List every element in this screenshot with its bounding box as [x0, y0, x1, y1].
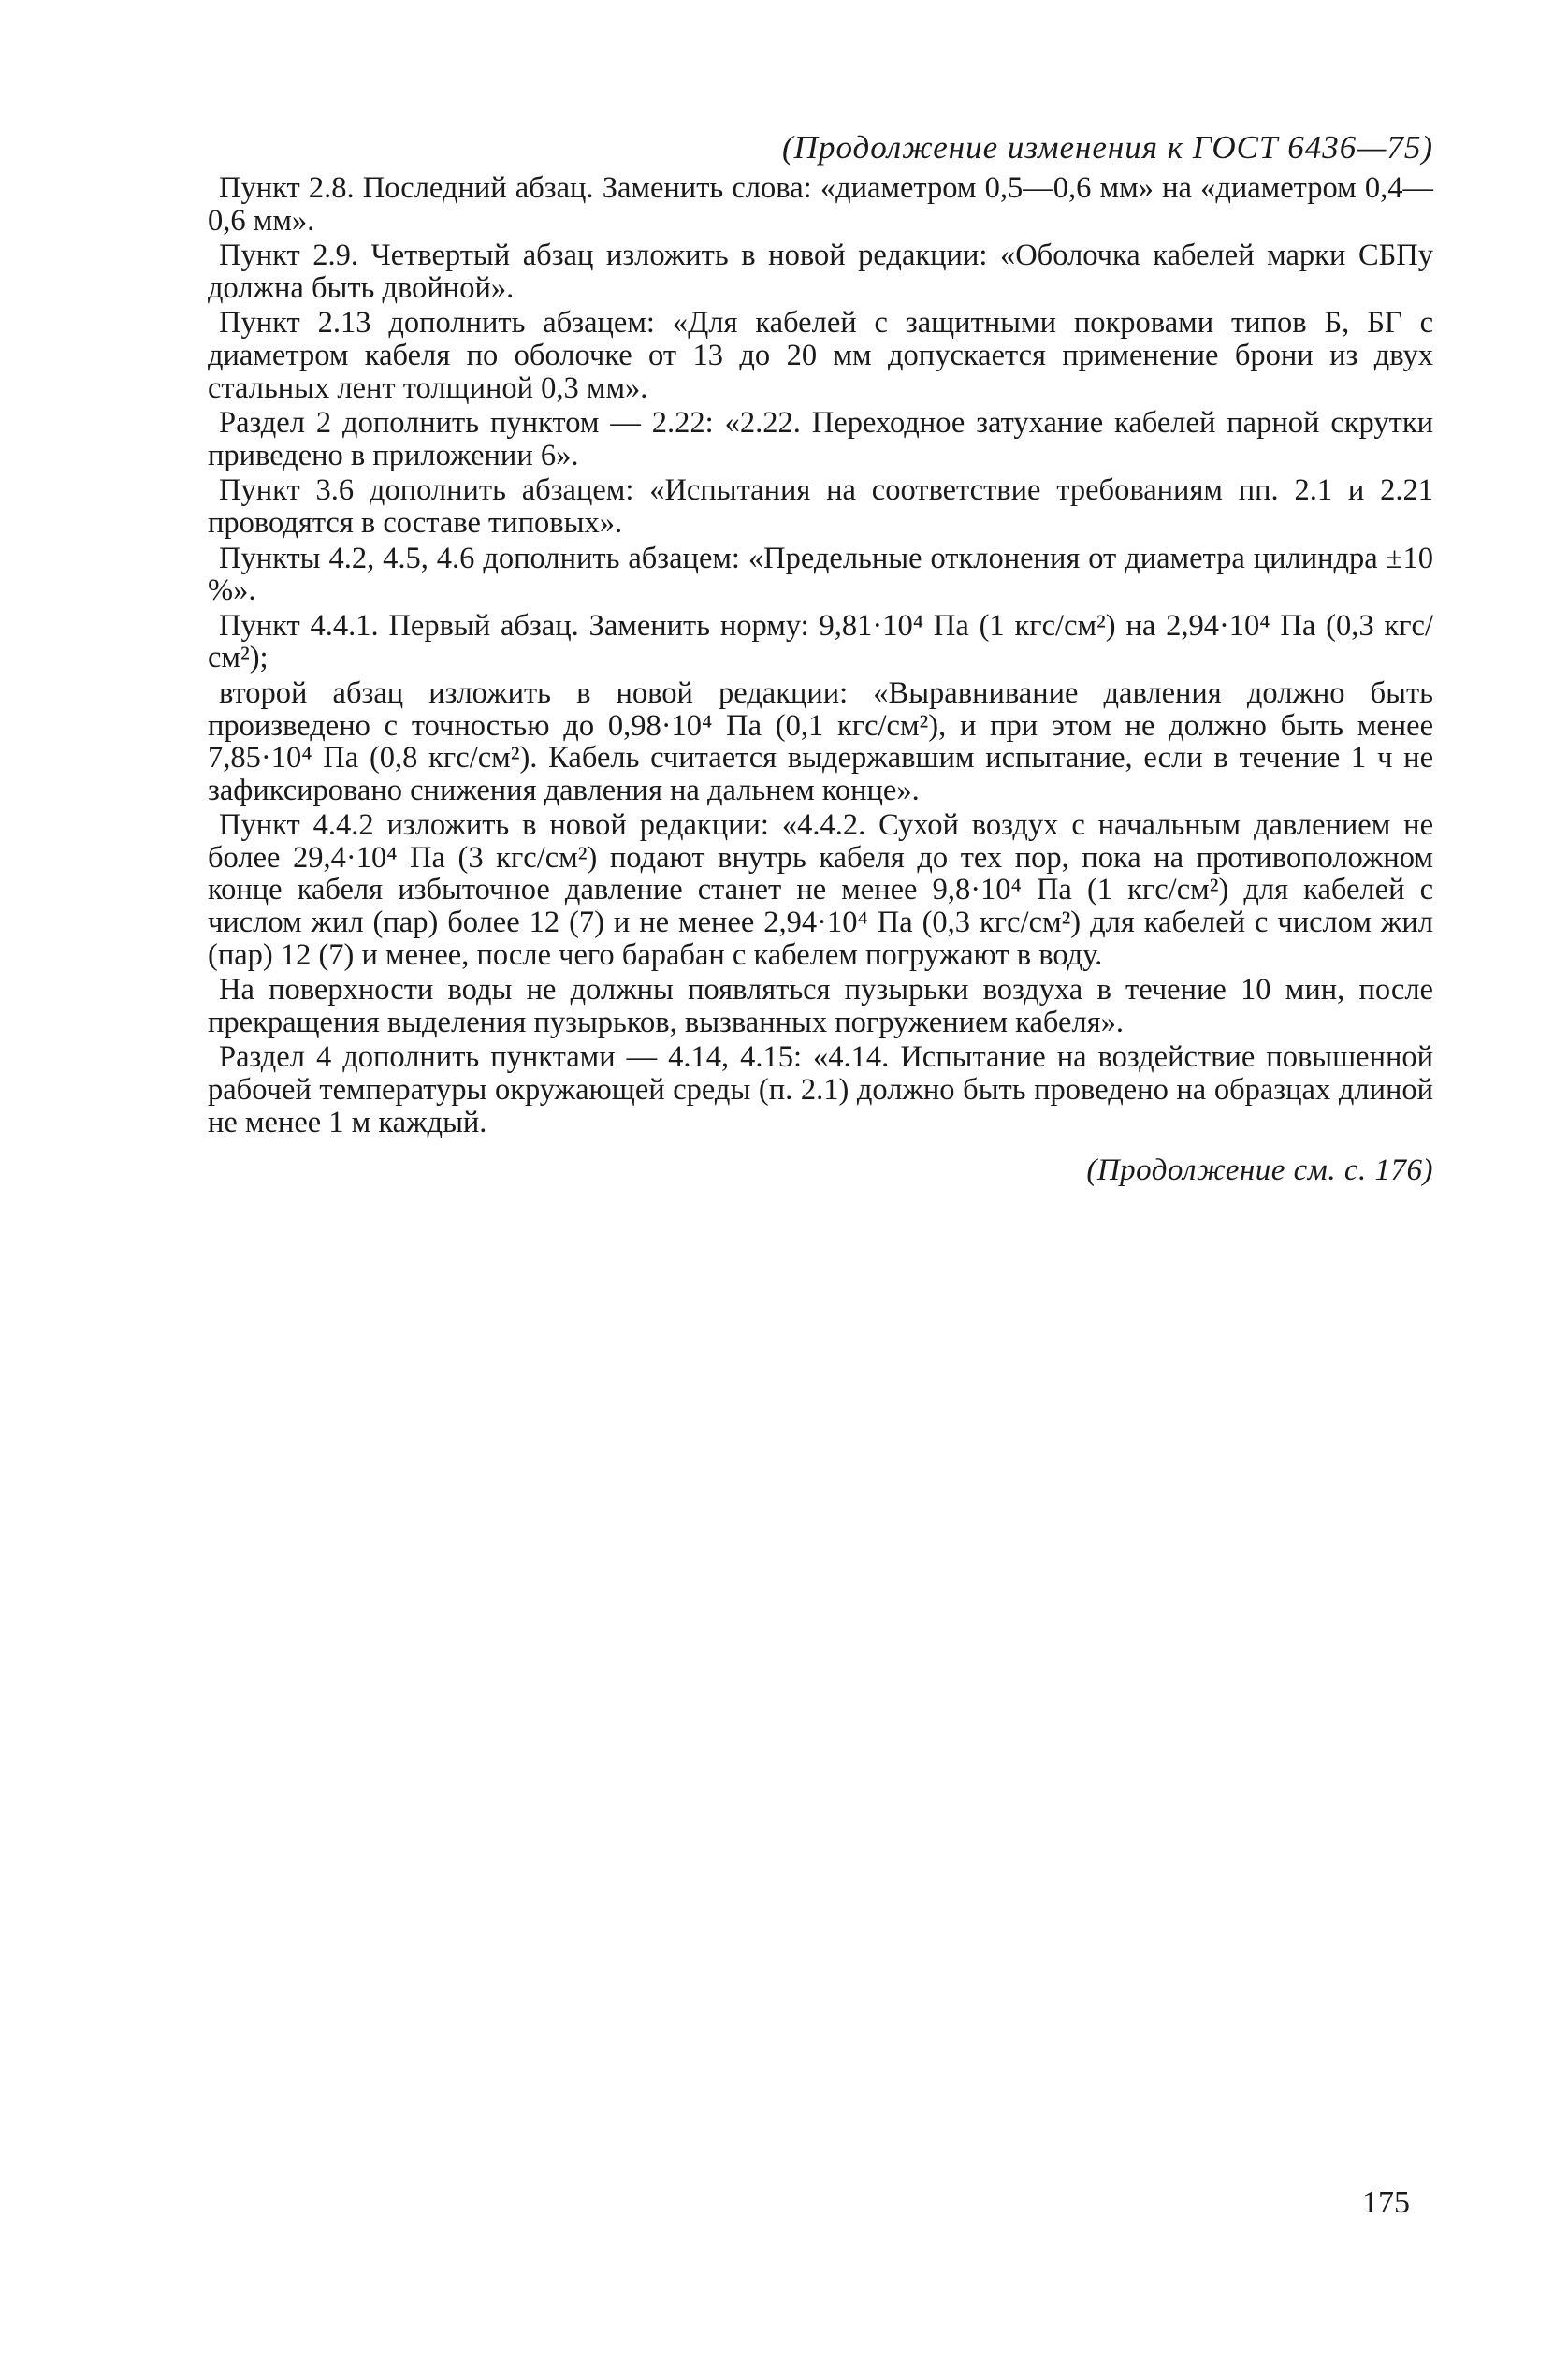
- paragraph-4-4-1-second: второй абзац изложить в новой редакции: «Выравнивание давления должно быть произведено с точностью до 0,98·10⁴ Па (0,1 кгс/см²), и при этом не должно быть менее 7,85·10⁴ Па (0,8 кгс/см²). Кабель считается выдержавшим испытание, если в течение 1 ч не зафиксировано снижения давления на дальнем конце».: [208, 675, 1433, 807]
- continuation-header: (Продолжение изменения к ГОСТ 6436—75): [782, 129, 1433, 166]
- paragraph-4-4-1: Пункт 4.4.1. Первый абзац. Заменить норму: 9,81·10⁴ Па (1 кгс/см²) на 2,94·10⁴ Па (0,3 кгс/см²);: [208, 608, 1433, 675]
- paragraph-4-4-2: Пункт 4.4.2 изложить в новой редакции: «4.4.2. Сухой воздух с начальным давлением не более 29,4·10⁴ Па (3 кгс/см²) подают внутрь кабеля до тех пор, пока на противоположном конце кабеля избыточное давление станет не менее 9,8·10⁴ Па (1 кгс/см²) для кабелей с числом жил (пар) более 12 (7) и не менее 2,94·10⁴ Па (0,3 кгс/см²) для кабелей с числом жил (пар) 12 (7) и менее, после чего барабан с кабелем погружают в воду.: [208, 808, 1433, 972]
- page-number: 175: [1362, 2185, 1410, 2220]
- paragraph-2-13: Пункт 2.13 дополнить абзацем: «Для кабелей с защитными покровами типов Б, БГ с диаметром кабеля по оболочке от 13 до 20 мм допускается применение брони из двух стальных лент толщиной 0,3 мм».: [208, 306, 1433, 405]
- paragraph-2-22: Раздел 2 дополнить пунктом — 2.22: «2.22. Переходное затухание кабелей парной скрутки приведено в приложении 6».: [208, 406, 1433, 472]
- paragraph-3-6: Пункт 3.6 дополнить абзацем: «Испытания на соответствие требованиям пп. 2.1 и 2.21 проводятся в составе типовых».: [208, 473, 1433, 540]
- paragraph-2-9: Пункт 2.9. Четвертый абзац изложить в новой редакции: «Оболочка кабелей марки СБПу должна быть двойной».: [208, 239, 1433, 305]
- paragraph-bubbles: На поверхности воды не должны появляться пузырьки воздуха в течение 10 мин, после прекращения выделения пузырьков, вызванных погружением кабеля».: [208, 973, 1433, 1039]
- continuation-footer: (Продолжение см. с. 176): [1086, 1153, 1433, 1188]
- document-page: [208, 129, 1433, 1189]
- paragraph-4-2: Пункты 4.2, 4.5, 4.6 дополнить абзацем: «Предельные отклонения от диаметра цилиндра ±10 %».: [208, 541, 1433, 608]
- paragraph-4-14: Раздел 4 дополнить пунктами — 4.14, 4.15: «4.14. Испытание на воздействие повышенной рабочей температуры окружающей среды (п. 2.1) должно быть проведено на образцах длиной не менее 1 м каждый.: [208, 1040, 1433, 1139]
- paragraph-2-8: Пункт 2.8. Последний абзац. Заменить слова: «диаметром 0,5—0,6 мм» на «диаметром 0,4—0,6 мм».: [208, 171, 1433, 238]
